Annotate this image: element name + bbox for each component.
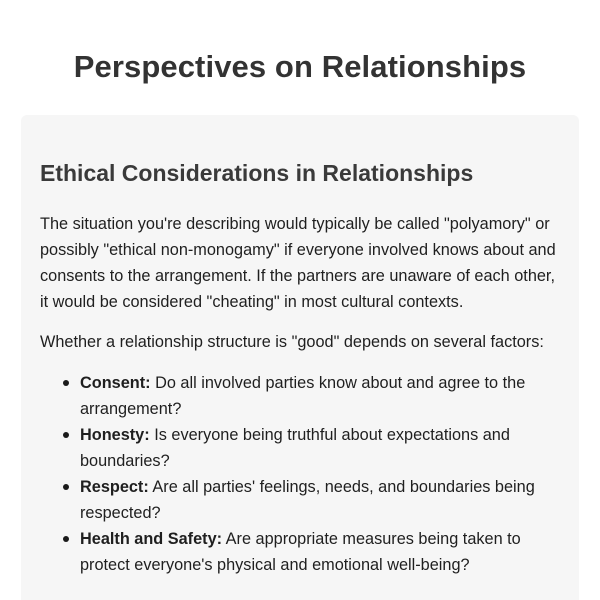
factor-item-honesty [40,422,565,474]
factor-text: Is everyone being truthful about expectations and boundaries? [80,426,510,470]
bullet-icon [63,380,69,386]
factor-label: Respect: [80,478,149,496]
factor-item-consent [40,370,565,422]
factor-text: Are appropriate measures being taken to protect everyone's physical and emotional well-being? [80,530,521,574]
factor-label: Health and Safety: [80,530,223,548]
intro-paragraph: The situation you're describing would typically be called "polyamory" or possibly "ethical non-monogamy" if everyone involved knows about and consents to the arrangement. If the partners are unaware of each other, it would be considered "cheating" in most cultural contexts. [40,215,556,311]
factor-item-respect [40,474,565,526]
factor-label: Consent: [80,374,151,392]
section-heading: Ethical Considerations in Relationships [40,160,474,186]
factor-text: Are all parties' feelings, needs, and boundaries being respected? [80,478,535,522]
factor-list [40,370,565,578]
factor-text: Do all involved parties know about and agree to the arrangement? [80,374,526,418]
bullet-icon [63,536,69,542]
factor-label: Honesty: [80,426,150,444]
factors-lead-paragraph: Whether a relationship structure is "good" depends on several factors: [40,333,544,351]
bullet-icon [63,432,69,438]
content-card [21,115,579,600]
bullet-icon [63,484,69,490]
factor-item-health-and-safety [40,526,565,578]
page-title: Perspectives on Relationships [73,49,527,84]
